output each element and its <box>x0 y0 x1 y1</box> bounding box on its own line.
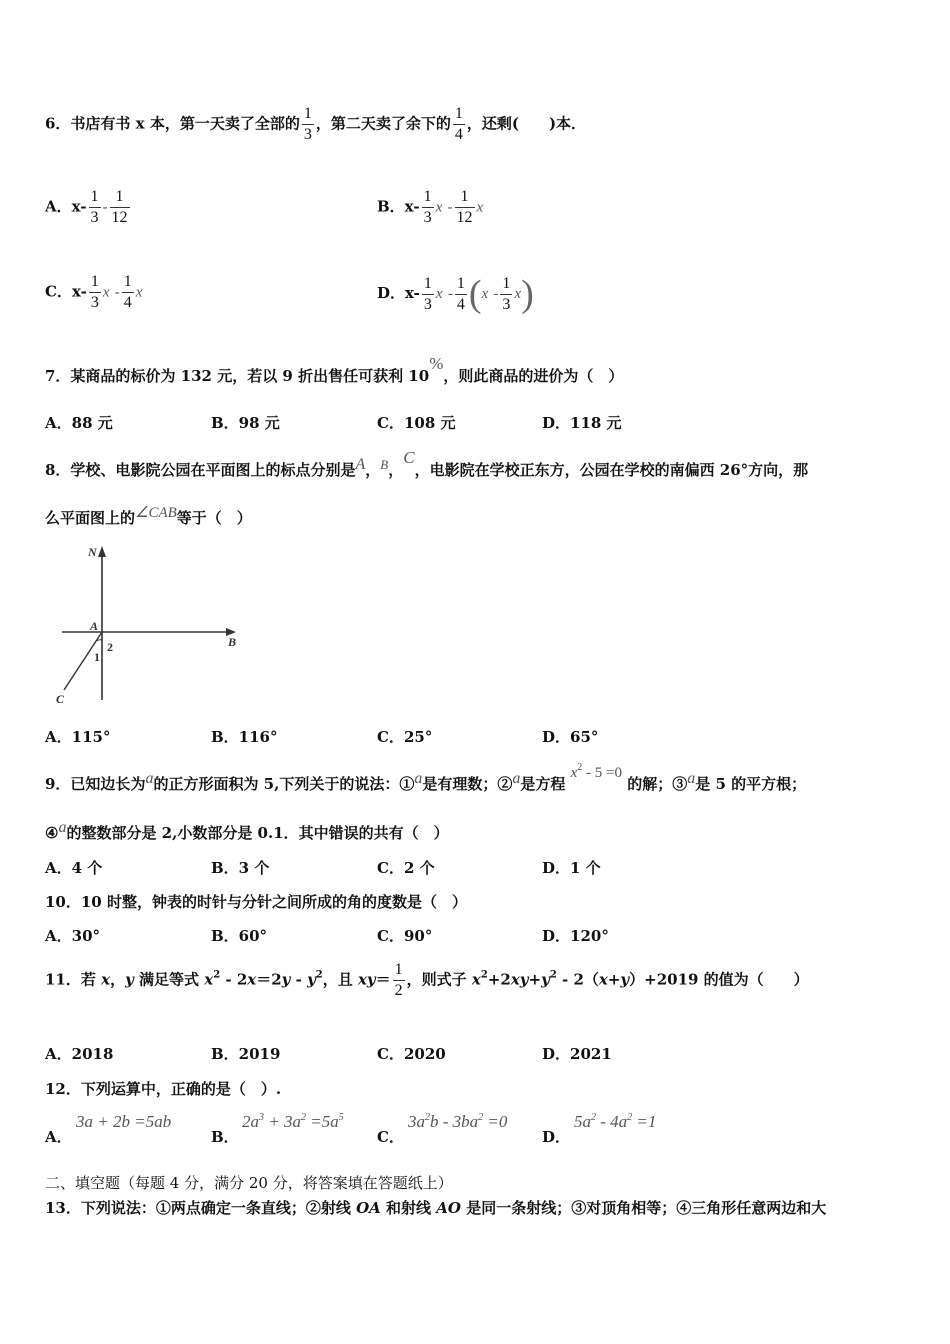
section-fill-in-blank-heading: 二、填空题（每题 4 分，满分 20 分，将答案填在答题纸上） <box>45 1174 453 1192</box>
q8-option-c: C．25° <box>377 728 433 746</box>
q9-option-a: A．4 个 <box>45 859 103 877</box>
q11-stem: 11．若 x，y 满足等式 $x^2 - 2x=2y - y^2$，且 xy＝ $\frac{1}{2}$ ，则式子 $x^2+2xy+y^2 - 2(x+y)+2019$ 的值为（ ） <box>45 961 809 999</box>
q8-option-b: B．116° <box>211 728 278 746</box>
direction-diagram <box>50 540 250 710</box>
q13-stem: 13．下列说法：①两点确定一条直线；②射线 OA 和射线 AO 是同一条射线；③对顶角相等；④三角形任意两边和大 <box>45 1199 827 1217</box>
q6-option-a: A．x- $\frac{1}{3}$ - $\frac{1}{12}$ <box>45 188 128 226</box>
q7-option-c: C．108 元 <box>377 414 456 432</box>
q6-option-d: D．x- $\frac{1}{3}$ x - $\frac{1}{4}$ (x - $\frac{1}{3}$ x) <box>377 273 534 315</box>
q12-expr-d: $5a^2 - 4a^2 =1$ <box>574 1112 657 1131</box>
q9-option-c: C．2 个 <box>377 859 435 877</box>
q7-option-a: A．88 元 <box>45 414 113 432</box>
q12-expr-a: 3a + 2b =5ab <box>76 1112 172 1131</box>
label-b: B <box>228 635 237 649</box>
q8-stem-line1: 8．学校、电影院公园在平面图上的标点分别是A，B，C，电影院在学校正东方，公园在学校的南偏西 26°方向，那 <box>45 448 809 479</box>
q11-option-b: B．2019 <box>211 1045 281 1063</box>
fraction-one-quarter: $\frac{1}{4}$ <box>454 105 463 143</box>
q12-option-a: A． <box>45 1128 72 1146</box>
q10-option-d: D．120° <box>542 927 609 945</box>
q12-option-c: C． <box>377 1128 404 1146</box>
q11-option-d: D．2021 <box>542 1045 612 1063</box>
label-n: N <box>88 545 97 559</box>
q9-stem-line1: 9．已知边长为a的正方形面积为 5,下列关于的说法：①a是有理数；②a是方程 $x^2 - 5 =0$ 的解；③a是 5 的平方根； <box>45 762 807 793</box>
label-1: 1 <box>94 650 100 664</box>
north-arrowhead <box>98 546 106 557</box>
q12-option-d: D． <box>542 1128 571 1146</box>
q10-stem: 10．10 时整，钟表的时针与分针之间所成的角的度数是（ ） <box>45 893 467 911</box>
q12-stem: 12．下列运算中，正确的是（ ）. <box>45 1080 282 1098</box>
q12-expr-b: $2a^3 + 3a^2 =5a^5$ <box>242 1112 344 1131</box>
q8-option-d: D．65° <box>542 728 599 746</box>
q6-option-c: C．x- $\frac{1}{3}$ x - $\frac{1}{4}$ x <box>45 273 143 311</box>
q10-option-b: B．60° <box>211 927 268 945</box>
q9-option-b: B．3 个 <box>211 859 270 877</box>
q7-option-d: D．118 元 <box>542 414 622 432</box>
q8-option-a: A．115° <box>45 728 111 746</box>
q12-option-b: B． <box>211 1128 239 1146</box>
q6-option-b: B．x- $\frac{1}{3}$ x - $\frac{1}{12}$ x <box>377 188 484 226</box>
q7-stem: 7．某商品的标价为 132 元，若以 9 折出售任可获利 10%，则此商品的进价为（ ） <box>45 354 624 385</box>
q12-expr-c: $3a^2b - 3ba^2 =0$ <box>408 1112 508 1131</box>
q8-stem-line2: 么平面图上的∠CAB等于（ ） <box>45 505 252 527</box>
label-a: A <box>90 619 99 633</box>
q9-option-d: D．1 个 <box>542 859 601 877</box>
q7-option-b: B．98 元 <box>211 414 280 432</box>
q9-stem-line2: ④a的整数部分是 2,小数部分是 0.1．其中错误的共有（ ） <box>45 819 449 842</box>
q11-option-c: C．2020 <box>377 1045 446 1063</box>
label-2: 2 <box>107 640 113 654</box>
q11-option-a: A．2018 <box>45 1045 114 1063</box>
fraction-one-third: $\frac{1}{3}$ <box>303 105 312 143</box>
label-c: C <box>56 692 65 706</box>
fraction-one-half: $\frac{1}{2}$ <box>394 961 403 999</box>
q10-option-c: C．90° <box>377 927 433 945</box>
q10-option-a: A．30° <box>45 927 101 945</box>
q6-stem: 6．书店有书 x 本，第一天卖了全部的 $\frac{1}{3}$ ，第二天卖了余下的 $\frac{1}{4}$ ，还剩( )本． <box>45 105 587 143</box>
